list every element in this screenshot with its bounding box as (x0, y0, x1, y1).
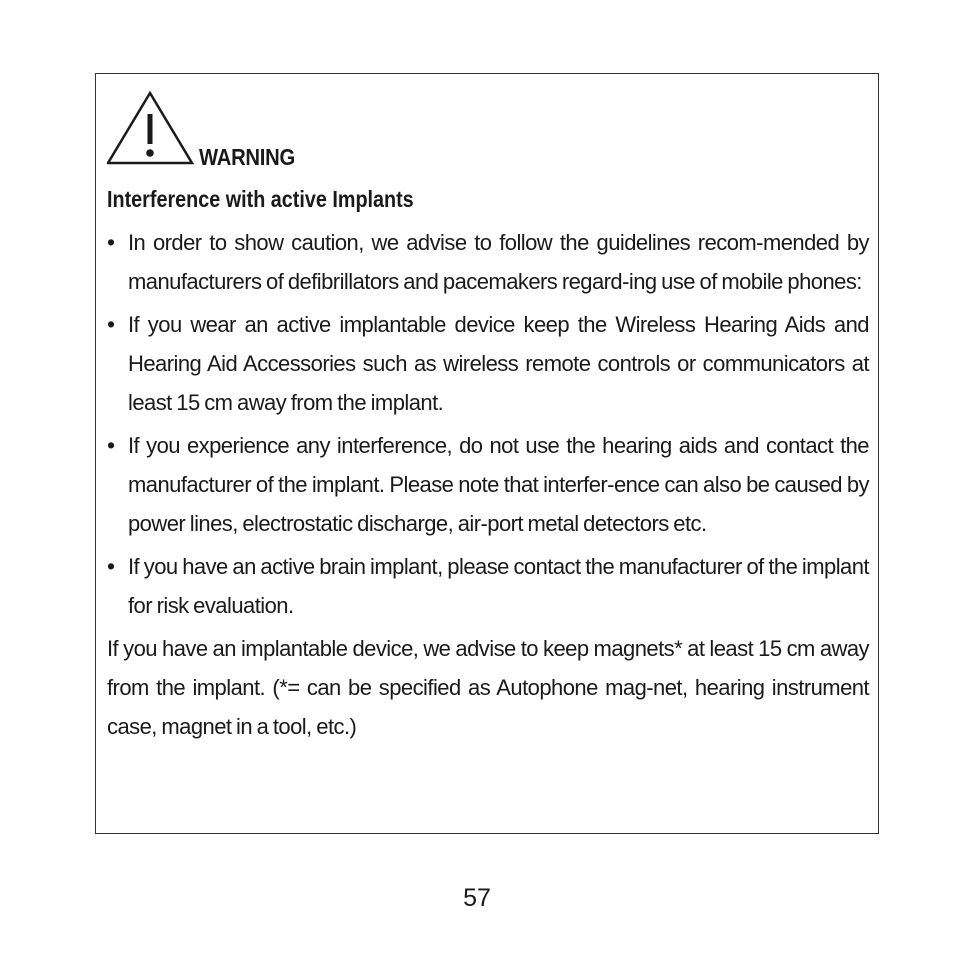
page-number: 57 (463, 884, 491, 912)
list-item (107, 547, 869, 625)
bullet-list (107, 223, 869, 625)
closing-paragraph (107, 629, 869, 746)
bullet-dot: • (107, 229, 116, 255)
warning-content (107, 180, 869, 746)
bullet-dot: • (107, 432, 116, 458)
warning-label: WARNING (199, 144, 295, 170)
list-item (107, 426, 869, 543)
bullet-text: If you wear an active implantable device keep the Wireless Hearing Aids and Hearing Aid Accessories such as wireless remote controls or communicators at least 15 cm away from the implant. (128, 312, 869, 415)
section-heading: Interference with active Implants (107, 186, 414, 212)
bullet-dot: • (107, 311, 116, 337)
bullet-dot: • (107, 553, 116, 579)
list-item (107, 223, 869, 301)
warning-box (95, 73, 879, 834)
bullet-text: In order to show caution, we advise to follow the guidelines recom-mended by manufacturers of defibrillators and pacemakers regard-ing use of mobile phones: (128, 230, 869, 294)
closing-text: If you have an implantable device, we advise to keep magnets* at least 15 cm away from the implant. (*= can be specified as Autophone mag-net, hearing instrument case, magnet in a tool, etc.) (107, 636, 869, 739)
list-item (107, 305, 869, 422)
warning-header (107, 90, 308, 170)
bullet-text: If you experience any interference, do not use the hearing aids and contact the manufacturer of the implant. Please note that interfer-ence can also be caused by power lines, electrostatic discharge, air-port metal detectors etc. (128, 433, 869, 536)
bullet-text: If you have an active brain implant, please contact the manufacturer of the implant for risk evaluation. (128, 554, 869, 618)
warning-triangle-icon (107, 90, 195, 166)
